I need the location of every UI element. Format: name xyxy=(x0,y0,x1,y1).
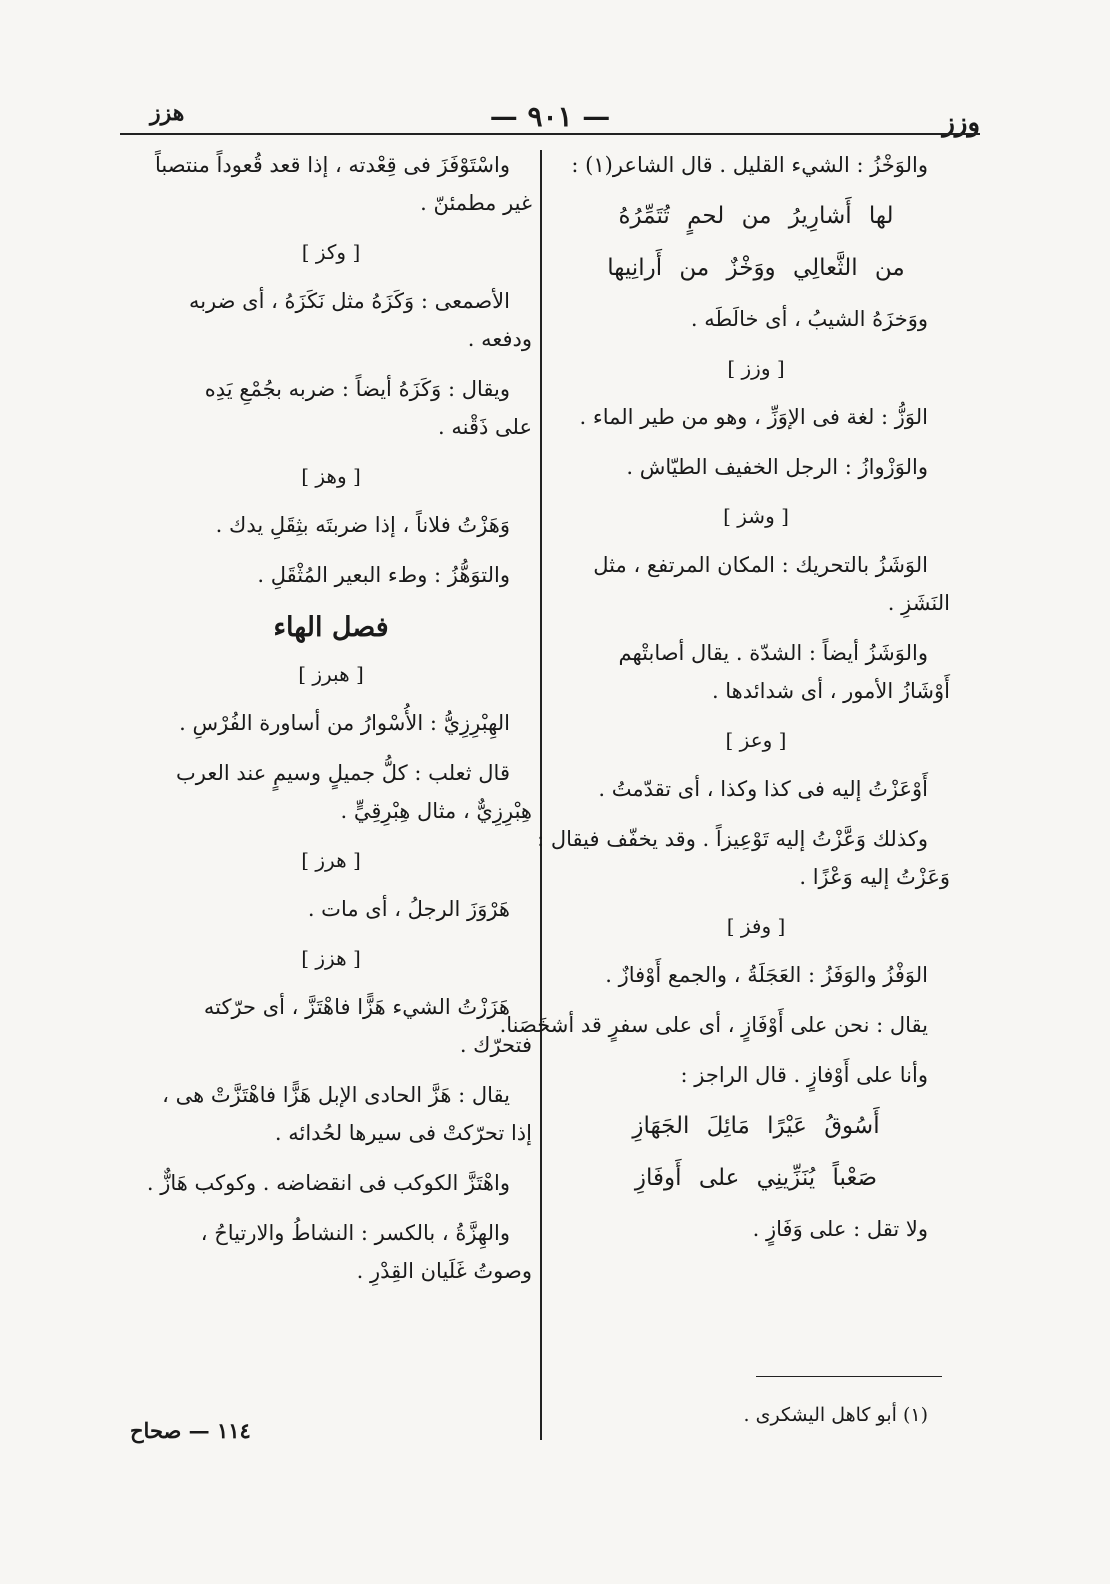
text-line: الوَشَزُ بالتحريك : المكان المرتفع ، مثل xyxy=(593,553,928,577)
entry-heading: [ وهز ] xyxy=(301,464,361,488)
verse-line: من الثَّعالِي ووَخْزٌ من أَرانِيها xyxy=(607,255,905,281)
entry-heading: [ وزز ] xyxy=(727,356,785,380)
text-line: يقال : هَزَّ الحادى الإبل هَزًّا فاهْتَزَّتْ هى ، xyxy=(162,1083,510,1107)
text-line: واهْتَزَّ الكوكب فى انقضاضه . وكوكب هَازٌّ . xyxy=(146,1171,510,1195)
section-title: فصل الهاء xyxy=(273,612,389,643)
text-line: يقال : نحن على أَوْفَازٍ ، أى على سفرٍ قد أشخَصَنا. xyxy=(499,1013,928,1037)
left-column xyxy=(130,150,532,1306)
entry-heading: [ وفز ] xyxy=(726,914,786,938)
text-line-continued: على ذَقْنه . xyxy=(438,415,532,439)
text-line-continued: وَعَزْتُ إليه وَعْزًا . xyxy=(799,865,950,889)
text-line: هَزَزْتُ الشيء هَزًّا فاهْتَزَّ ، أى حرّكته xyxy=(203,995,510,1019)
verse-line: صَعْباً يُنَزِّينِي على أَوفَازِ xyxy=(634,1165,878,1191)
entry-heading: [ وعز ] xyxy=(725,728,787,752)
entry-heading: [ وكز ] xyxy=(301,240,361,264)
text-line: وكذلك وَعَّزْتُ إليه تَوْعِيزاً . وقد يخفّف فيقال : xyxy=(537,827,928,851)
entry-heading: [ هزز ] xyxy=(301,946,361,970)
text-line: والوَشَزُ أيضاً : الشدّة . يقال أصابتْهم xyxy=(618,641,928,665)
header-right-keyword: وزز xyxy=(942,108,980,138)
text-line: واسْتَوْفَزَ فى قِعْدته ، إذا قعد قُعوداً منتصباً xyxy=(154,153,510,177)
text-line: هَرْوَزَ الرجلُ ، أى مات . xyxy=(307,897,510,921)
header-left-keyword: هزز xyxy=(150,100,185,126)
text-line-continued: غير مطمئنّ . xyxy=(420,191,532,215)
column-divider xyxy=(540,150,542,1440)
footnote: (١) أبو كاهل اليشكرى . xyxy=(743,1404,928,1426)
text-line-continued: أَوْشَازُ الأمور ، أى شدائدها . xyxy=(711,679,950,703)
text-line: والهِزَّةُ ، بالكسر : النشاطُ والارتياحُ ، xyxy=(200,1221,510,1245)
text-line: أَوْعَزْتُ إليه فى كذا وكذا ، أى تقدّمتُ . xyxy=(598,777,928,801)
text-line-continued: إذا تحرّكتْ فى سيرها لحُدائه . xyxy=(274,1121,532,1145)
text-line: الوَزُّ : لغة فى الإوَزِّ ، وهو من طير الماء . xyxy=(579,405,928,429)
text-line: والتوَهُّزُ : وطء البعير المُثْقَلِ . xyxy=(257,563,510,587)
verse-line: أَسُوقُ عَيْرًا مَائِلَ الجَهَازِ xyxy=(632,1113,880,1139)
verse-line: لها أَشارِيرُ من لحمٍ تُتَمِّرُهُ xyxy=(618,203,894,229)
page-number: — ٩٠١ — xyxy=(489,100,611,133)
text-line: والوَخْزُ : الشيء القليل . قال الشاعر(١) : xyxy=(571,153,928,177)
text-line-continued: فتحرّك . xyxy=(459,1033,532,1057)
text-line: ويقال : وَكَزَهُ أيضاً : ضربه بجُمْعِ يَدِه xyxy=(204,377,510,401)
text-line: وأنا على أَوْفازٍ . قال الراجز : xyxy=(680,1063,928,1087)
entry-heading: [ هبرز ] xyxy=(298,662,364,686)
text-line: ولا تقل : على وَفَازٍ . xyxy=(752,1217,928,1241)
text-line: وَهَزْتُ فلاناً ، إذا ضربتَه بثِقَلِ يدك . xyxy=(215,513,510,537)
text-line: الأصمعى : وَكَزَهُ مثل نَكَزَهُ ، أى ضربه xyxy=(188,289,510,313)
text-line: والوَزْوازُ : الرجل الخفيف الطيّاش . xyxy=(626,455,928,479)
footnote-rule xyxy=(756,1376,942,1377)
text-line: ووَخزَهُ الشيبُ ، أى خالَطَه . xyxy=(690,307,928,331)
text-line-continued: وصوتُ غَلَيان القِدْرِ . xyxy=(356,1259,532,1283)
signature-mark: ١١٤ — صحاح xyxy=(130,1418,251,1443)
entry-heading: [ هرز ] xyxy=(301,848,361,872)
text-line: الوَفْزُ والوَفَزُ : العَجَلَةُ ، والجمع أَوْفازٌ . xyxy=(605,963,928,987)
header-rule xyxy=(120,133,980,135)
text-line-continued: ودفعه . xyxy=(467,327,532,351)
text-line-continued: هِبْرِزِيٌّ ، مثال هِبْرِقِيٍّ . xyxy=(340,799,532,823)
entry-heading: [ وشز ] xyxy=(723,504,789,528)
text-line-continued: النَشَزِ . xyxy=(887,591,950,615)
text-line: قال ثعلب : كلُّ جميلٍ وسيمٍ عند العرب xyxy=(176,761,510,785)
text-line: الهِبْرِزِيُّ : الأُسْوارُ من أساورة الفُرْسِ . xyxy=(179,711,510,735)
